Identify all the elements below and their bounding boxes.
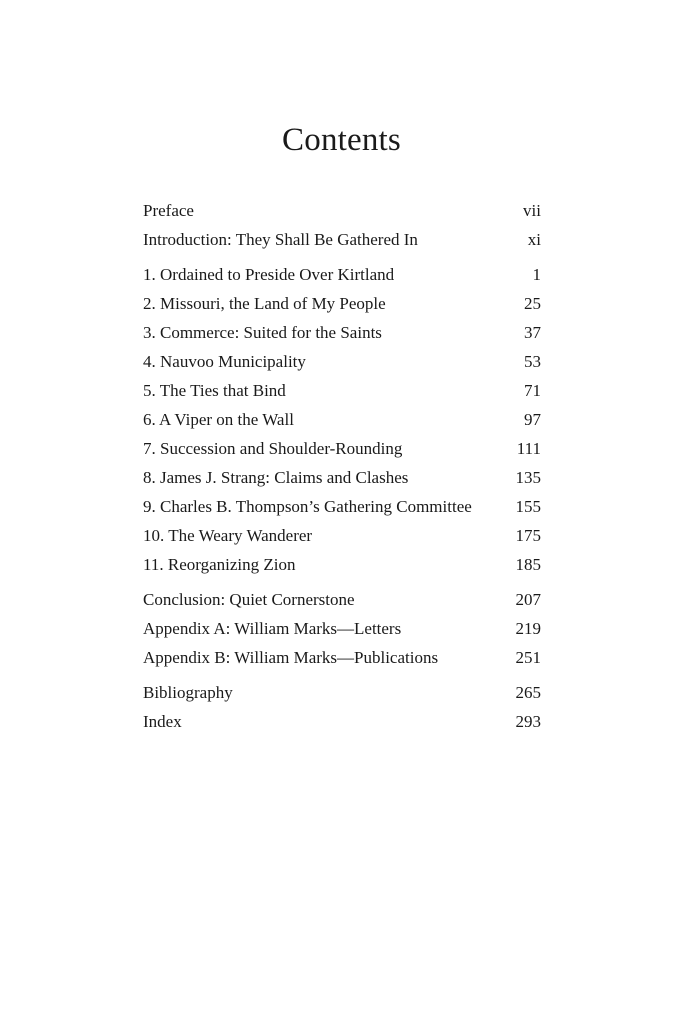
toc-entry-title: Conclusion: Quiet Cornerstone [143,590,355,609]
toc-entry[interactable] [143,318,541,347]
toc-entry-title: Bibliography [143,683,233,702]
toc-entry[interactable] [143,405,541,434]
toc-entry[interactable] [143,196,541,225]
toc-entry-page: 185 [515,555,541,574]
toc-entry-title: 11. Reorganizing Zion [143,555,296,574]
toc-entry-page: 251 [515,648,541,667]
toc-group-chapters [143,260,541,579]
toc-entry[interactable] [143,585,541,614]
toc-entry-page: 219 [515,619,541,638]
toc-entry[interactable] [143,347,541,376]
toc-entry-page: vii [523,201,541,220]
toc-group-front-matter [143,196,541,254]
toc-entry-title: Appendix B: William Marks—Publications [143,648,439,667]
toc-entry-page: 25 [524,294,541,313]
toc-entry-page: 175 [515,526,541,545]
toc-entry[interactable] [143,614,541,643]
toc-entry-title: 7. Succession and Shoulder-Rounding [143,439,403,458]
toc-entry[interactable] [143,492,541,521]
toc-entry[interactable] [143,225,541,254]
toc-entry-title: 5. The Ties that Bind [143,381,286,400]
toc-entry-page: 293 [515,712,541,731]
toc-entry-title: 3. Commerce: Suited for the Saints [143,323,382,342]
toc-entry-page: 37 [524,323,541,342]
toc-entry[interactable] [143,434,541,463]
toc-entry-page: 53 [524,352,541,371]
toc-entry[interactable] [143,707,541,736]
toc-entry-title: 2. Missouri, the Land of My People [143,294,386,313]
toc-entry-title: 4. Nauvoo Municipality [143,352,306,371]
toc-entry-page: 71 [524,381,541,400]
toc-entry[interactable] [143,550,541,579]
toc-entry[interactable] [143,463,541,492]
page-title: Contents [282,122,401,158]
table-of-contents [143,196,541,742]
toc-entry-page: 111 [516,439,541,458]
toc-entry-title: 1. Ordained to Preside Over Kirtland [143,265,395,284]
toc-entry-page: xi [527,230,541,249]
toc-entry-title: Preface [143,201,194,220]
toc-entry-title: 10. The Weary Wanderer [143,526,313,545]
toc-entry-page: 97 [524,410,541,429]
toc-entry-title: Introduction: They Shall Be Gathered In [143,230,418,249]
toc-entry-page: 155 [515,497,541,516]
toc-entry-title: Appendix A: William Marks—Letters [143,619,402,638]
toc-group-back-matter [143,585,541,672]
toc-entry-title: Index [143,712,182,731]
toc-entry[interactable] [143,643,541,672]
toc-entry[interactable] [143,289,541,318]
toc-group-reference [143,678,541,736]
toc-entry[interactable] [143,678,541,707]
toc-entry-page: 207 [515,590,541,609]
toc-entry-page: 135 [515,468,541,487]
toc-entry-page: 1 [532,265,541,284]
toc-entry[interactable] [143,521,541,550]
toc-entry-page: 265 [515,683,541,702]
toc-entry-title: 6. A Viper on the Wall [143,410,294,429]
toc-entry-title: 9. Charles B. Thompson’s Gathering Committee [143,497,472,516]
toc-entry-title: 8. James J. Strang: Claims and Clashes [143,468,409,487]
toc-entry[interactable] [143,376,541,405]
toc-entry[interactable] [143,260,541,289]
